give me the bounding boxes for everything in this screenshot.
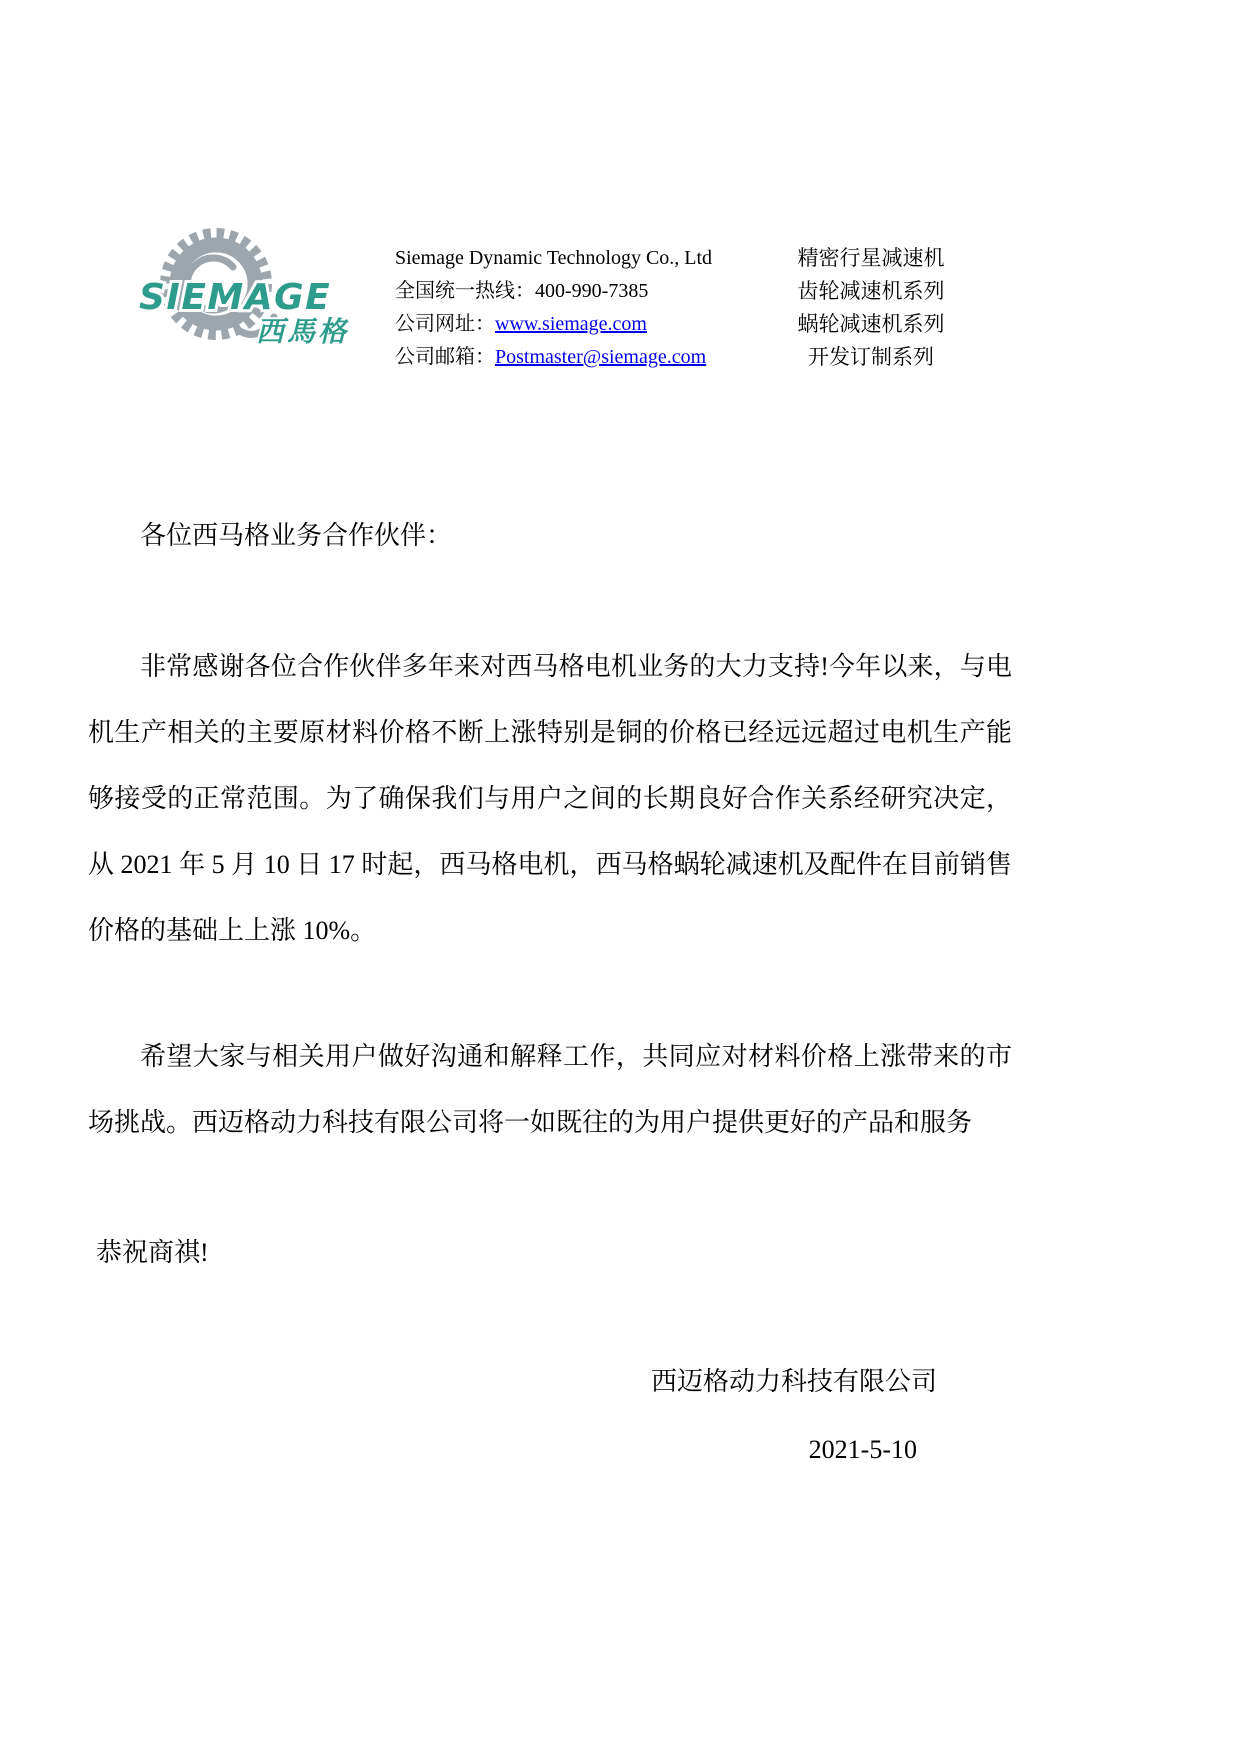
series-item: 蜗轮减速机系列 xyxy=(797,312,945,336)
paragraph-1 xyxy=(88,634,1012,964)
hotline-label: 全国统一热线： xyxy=(395,280,535,302)
closing-wish: 恭祝商祺! xyxy=(96,1238,209,1267)
website-line xyxy=(395,308,712,341)
paragraph-line: 希望大家与相关用户做好沟通和解释工作，共同应对材料价格上涨带来的市 xyxy=(140,1042,1012,1071)
company-name: Siemage Dynamic Technology Co., Ltd xyxy=(395,247,713,269)
paragraph-line: 机生产相关的主要原材料价格不断上涨特别是铜的价格已经远远超过电机生产能 xyxy=(88,718,1012,747)
series-item: 精密行星减速机 xyxy=(797,246,945,270)
paragraph-line: 价格的基础上上涨 10%。 xyxy=(88,916,377,945)
paragraph-line: 从 2021 年 5 月 10 日 17 时起，西马格电机，西马格蜗轮减速机及配件在目前销售 xyxy=(88,850,1012,879)
hotline-line xyxy=(395,275,712,308)
email-label: 公司邮箱： xyxy=(395,346,495,368)
logo-graphic xyxy=(138,222,352,354)
website-label: 公司网址： xyxy=(395,313,495,335)
signature-date: 2021-5-10 xyxy=(808,1435,917,1464)
company-logo xyxy=(138,222,352,354)
logo-wordmark-cn: 西馬格 xyxy=(256,317,350,348)
paragraph-line: 场挑战。西迈格动力科技有限公司将一如既往的为用户提供更好的产品和服务 xyxy=(88,1108,973,1137)
paragraph-2 xyxy=(88,1024,1012,1156)
product-series-list xyxy=(788,242,954,374)
paragraph-line: 够接受的正常范围。为了确保我们与用户之间的长期良好合作关系经研究决定， xyxy=(88,784,1012,813)
series-item: 齿轮减速机系列 xyxy=(797,279,945,303)
salutation: 各位西马格业务合作伙伴： xyxy=(140,521,453,550)
logo-wordmark: SIEMAGE xyxy=(139,277,332,318)
website-link[interactable]: www.siemage.com xyxy=(495,313,647,335)
series-item: 开发订制系列 xyxy=(808,345,934,369)
hotline-number: 400-990-7385 xyxy=(535,280,649,302)
email-link[interactable]: Postmaster@siemage.com xyxy=(495,346,707,368)
signature-company: 西迈格动力科技有限公司 xyxy=(650,1367,937,1396)
paragraph-line: 非常感谢各位合作伙伴多年来对西马格电机业务的大力支持!今年以来，与电 xyxy=(140,652,1012,681)
company-contact-block xyxy=(395,242,712,374)
email-line xyxy=(395,341,712,374)
